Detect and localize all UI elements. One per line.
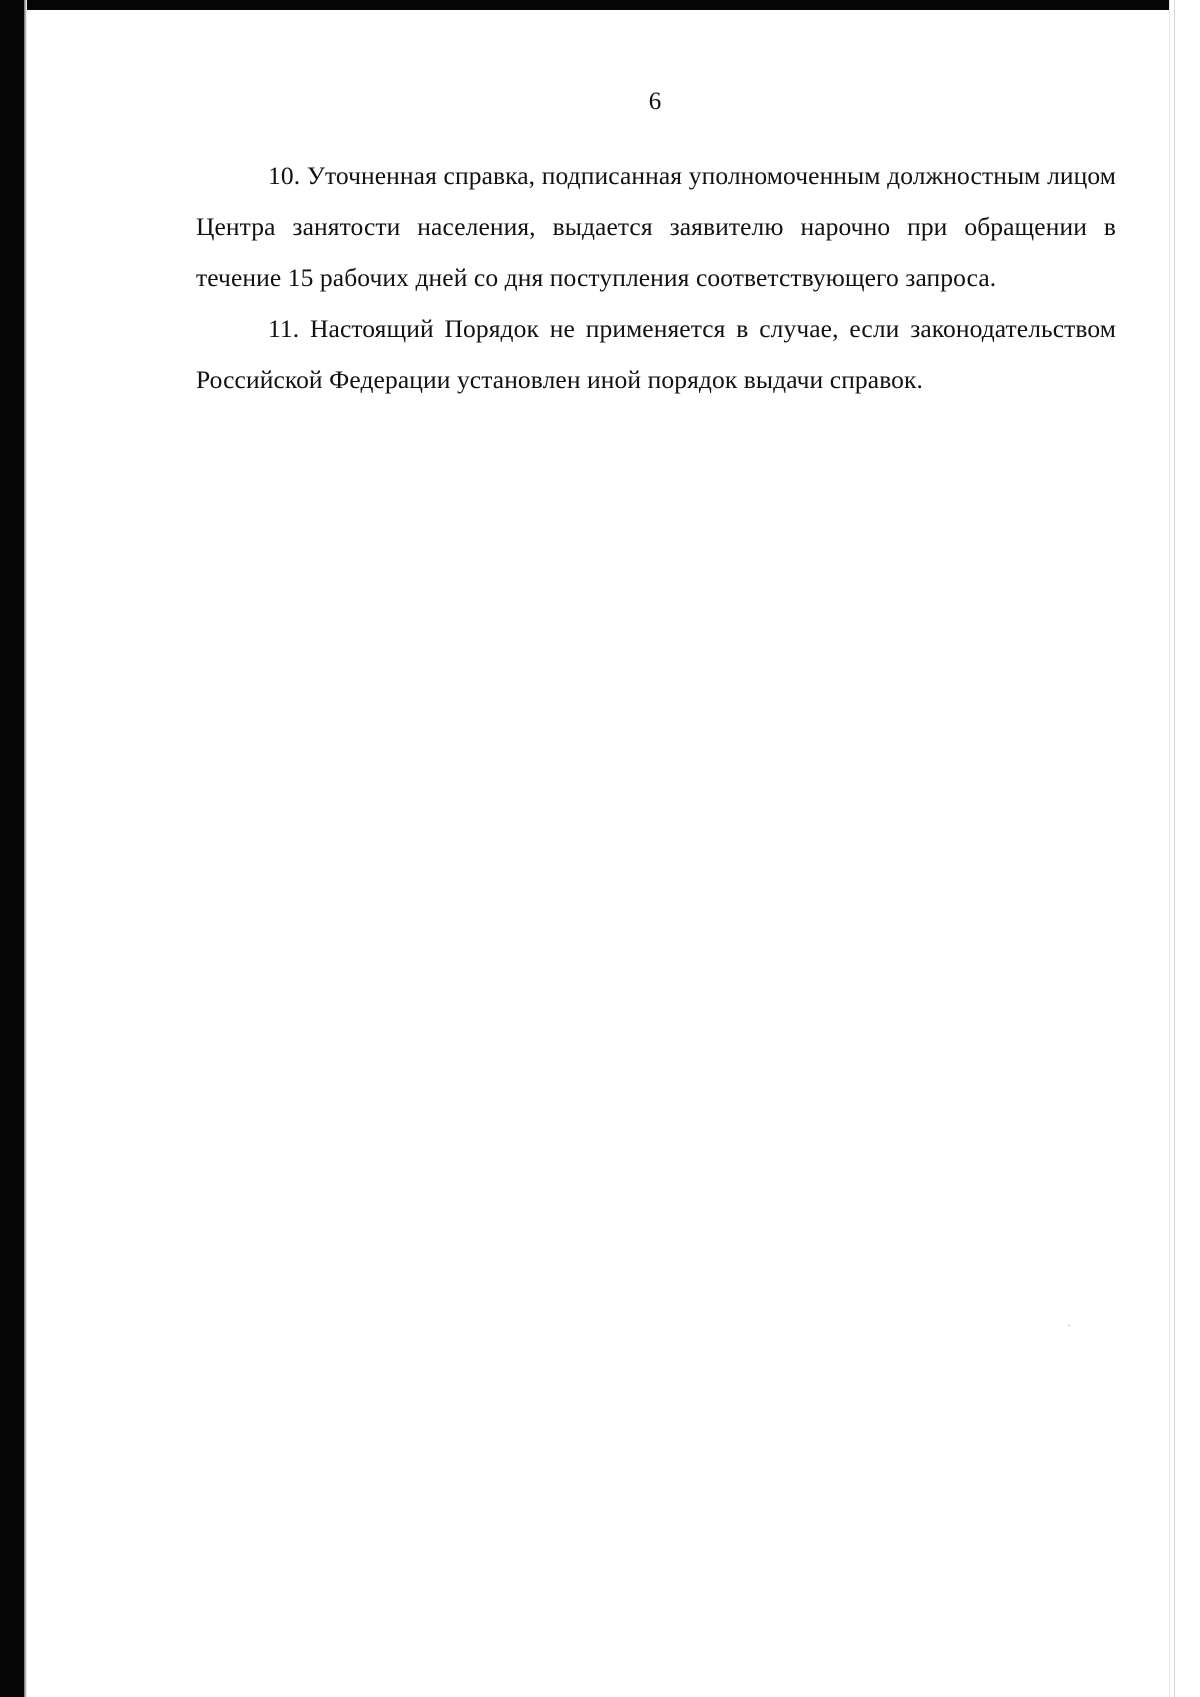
- scan-top-edge: [0, 0, 1200, 10]
- document-body: [196, 150, 1116, 405]
- page-number: 6: [648, 88, 662, 115]
- scan-right-edge: [1169, 0, 1200, 1697]
- paragraph-10: 10. Уточненная справка, подписанная уполномоченным должностным лицом Центра занятости населения, выдается заявителю нарочно при обращении в течение 15 рабочих дней со дня поступления соответствующего запроса.: [196, 161, 1116, 292]
- scan-speck: [1068, 1325, 1070, 1326]
- paragraph-11: 11. Настоящий Порядок не применяется в случае, если законодательством Российской Федерации установлен иной порядок выдачи справок.: [196, 314, 1116, 394]
- scan-left-edge: [0, 0, 24, 1697]
